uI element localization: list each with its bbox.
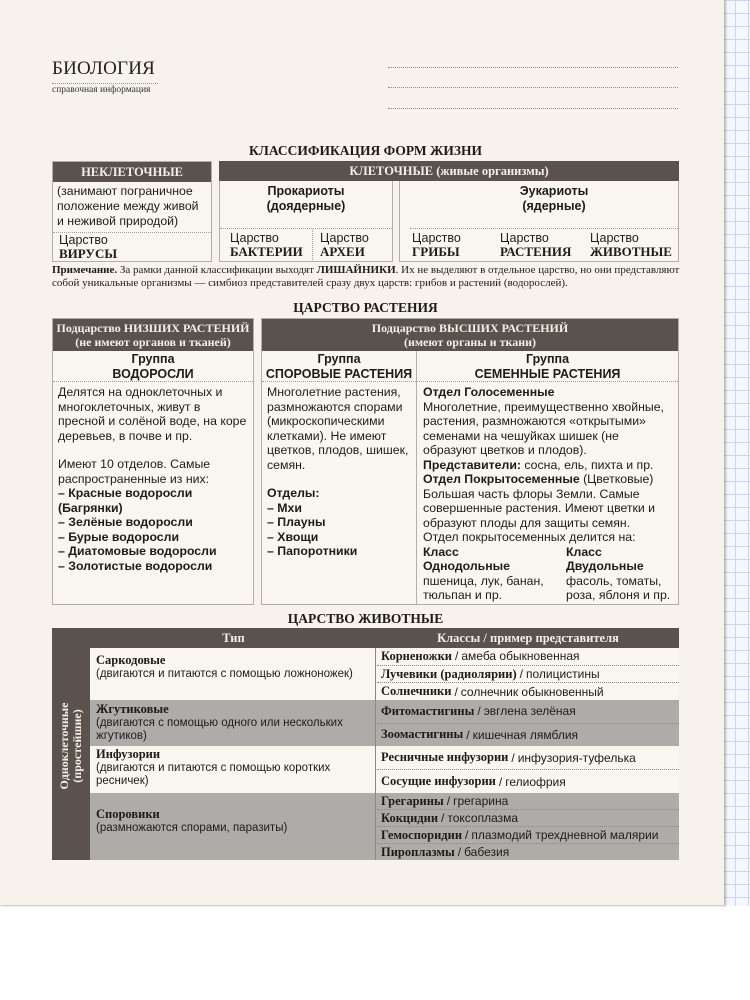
text-label: Грегарины xyxy=(381,793,444,808)
text-label: Отдел покрытосеменных делится на: xyxy=(423,530,636,544)
layout-block xyxy=(417,381,678,606)
prokaryotes-box xyxy=(219,181,393,262)
text-label: – Зелёные водоросли xyxy=(58,515,193,529)
text-label: СЕМЕННЫЕ РАСТЕНИЯ xyxy=(474,366,621,381)
text-label: Однодольные xyxy=(423,559,510,573)
text-label: Подцарство НИЗШИХ РАСТЕНИЙ xyxy=(56,321,250,335)
gymnosperms-title: Отдел Голосеменные xyxy=(423,385,555,399)
class-item xyxy=(377,844,679,860)
kingdom-animals xyxy=(590,232,672,259)
text-label: Жгутиковые xyxy=(96,702,169,716)
text-label: – Хвощи xyxy=(267,529,319,544)
blank-line-1 xyxy=(388,67,678,68)
text-label: Кокцидии xyxy=(381,810,439,825)
text-label: Царство xyxy=(590,231,639,245)
cellular-header: КЛЕТОЧНЫЕ (живые организмы) xyxy=(219,161,679,181)
spore-plants-column xyxy=(262,351,416,562)
seed-plants-column xyxy=(417,351,678,606)
text-label: плазмодий трехдневной малярии xyxy=(471,828,659,842)
text-label: ВИРУСЫ xyxy=(59,246,118,261)
text-label: Класс xyxy=(566,544,602,559)
table-row-ciliates xyxy=(90,746,679,793)
text-label: (Цветковые) xyxy=(579,472,654,486)
text-label: Лучевики (радиолярии) xyxy=(381,666,517,681)
text-label: / xyxy=(465,828,469,842)
kingdom-fungi xyxy=(412,232,461,259)
text-label: (не имеют органов и тканей) xyxy=(75,335,231,349)
layout-block xyxy=(377,746,679,793)
text-label: Класс xyxy=(423,544,459,559)
class-item xyxy=(377,793,679,810)
text-label: / xyxy=(466,727,470,742)
layout-block xyxy=(262,381,416,562)
noncellular-header: НЕКЛЕТОЧНЫЕ xyxy=(53,162,211,182)
class-item xyxy=(377,770,679,793)
text-label: Царство xyxy=(59,233,108,247)
text-label: солнечник обыкновенный xyxy=(460,684,604,699)
text-label: Солнечники xyxy=(381,684,452,699)
page-subtitle: справочная информация xyxy=(52,83,158,95)
layout-block xyxy=(220,181,392,214)
class-monocots xyxy=(423,545,566,603)
grid-paper-background xyxy=(722,0,750,906)
text-label: Группа xyxy=(525,352,570,366)
divider xyxy=(312,229,313,262)
class-item xyxy=(377,827,679,844)
text-label: Имеют 10 отделов. Самые распространенные из них: xyxy=(58,457,211,486)
text-label: СПОРОВЫЕ РАСТЕНИЯ xyxy=(265,366,413,381)
classification-title: КЛАССИФИКАЦИЯ ФОРМ ЖИЗНИ xyxy=(248,143,483,158)
layout-block xyxy=(90,648,376,700)
animals-table xyxy=(52,628,679,860)
text-label: Отделы: xyxy=(267,486,320,500)
text-label: / xyxy=(477,704,481,719)
algae-content xyxy=(53,381,253,576)
text-label: Одноклеточные xyxy=(57,702,71,790)
text-label: Саркодовые xyxy=(96,653,166,667)
text-label: / xyxy=(498,774,503,789)
class-item xyxy=(377,724,679,747)
text-label: полицистины xyxy=(525,667,600,681)
text-label: / xyxy=(511,750,515,765)
text-label: Делятся на одноклеточных и многоклеточных, живут в пресной и солёной воде, на коре деревьев, в почве и пр. xyxy=(58,385,247,443)
text-label: бабезия xyxy=(464,845,510,859)
layout-block xyxy=(410,228,678,262)
text-label: амеба обыкновенная xyxy=(461,649,580,664)
text-label: Ресничные инфузории xyxy=(381,750,509,764)
lower-plants-box xyxy=(52,318,254,605)
text-label: (двигаются и питаются с помощью коротких ресничек) xyxy=(96,762,331,787)
text-label: / xyxy=(457,845,462,859)
layout-block xyxy=(423,458,672,473)
text-label: ЖИВОТНЫЕ xyxy=(590,244,672,259)
prokaryotes-subtitle: (доядерные) xyxy=(266,199,346,213)
text-label: Двудольные xyxy=(566,559,644,573)
eukaryotes-subtitle: (ядерные) xyxy=(522,199,586,213)
layout-block xyxy=(377,700,679,746)
column-header-classes: Классы / пример представителя xyxy=(437,631,619,645)
table-row-flagellates xyxy=(90,700,679,746)
text-label: Фитомастигины xyxy=(381,703,475,718)
kingdom-bacteria xyxy=(230,232,303,259)
text-label: / xyxy=(441,811,445,825)
text-label: РАСТЕНИЯ xyxy=(500,244,572,259)
lower-plants-header xyxy=(53,319,253,351)
text-label: Царство xyxy=(500,231,549,245)
layout-block xyxy=(267,472,411,486)
text-label: Группа xyxy=(131,352,175,366)
text-label: БАКТЕРИИ xyxy=(230,244,303,259)
brand-block xyxy=(52,58,158,95)
layout-block xyxy=(377,793,679,860)
text-label: грегарина xyxy=(453,794,509,808)
text-label: – Бурые водоросли xyxy=(58,529,180,544)
text-label: фасоль, томаты, роза, яблоня и пр. xyxy=(566,573,671,602)
text-label: – Папоротники xyxy=(267,544,358,558)
lichen-note xyxy=(52,264,682,290)
text-label: ЛИШАЙНИКИ xyxy=(316,264,396,276)
class-item xyxy=(377,810,679,827)
text-label: Многолетние, преимущественно хвойные, растения, размножаются «открытыми» семенами на чешуйках шишек (не образуют цветков и плодов). xyxy=(423,399,664,457)
text-label: Группа xyxy=(317,352,361,366)
text-label: (двигаются и питаются с помощью ложноножек) xyxy=(96,668,353,680)
text-label: Представители: xyxy=(423,457,521,472)
noncellular-desc: (занимают пограничное положение между живой и неживой природой) xyxy=(57,184,199,228)
text-label: кишечная лямблия xyxy=(472,727,579,742)
layout-block xyxy=(377,648,679,700)
layout-block xyxy=(417,351,678,381)
layout-block xyxy=(220,228,392,262)
layout-block xyxy=(53,232,211,262)
text-label: Гемоспоридии xyxy=(381,827,463,842)
text-label: Зоомастигины xyxy=(381,727,464,742)
plants-title: ЦАРСТВО РАСТЕНИЯ xyxy=(293,300,438,315)
algae-group xyxy=(53,351,253,381)
text-label: Примечание. xyxy=(52,264,118,276)
text-label: Царство xyxy=(412,231,461,245)
text-label: Царство xyxy=(320,231,369,245)
text-label: . Их не выделяют в отдельное царство, но они представляют собой уникальные организмы — симбиоз представителей сразу двух царств: грибов и растений (водорослей). xyxy=(52,264,680,289)
page-title: БИОЛОГИЯ xyxy=(52,58,155,79)
text-label: Пироплазмы xyxy=(381,844,455,859)
layout-block xyxy=(58,443,248,457)
text-label: – Золотистые водоросли xyxy=(58,558,213,573)
text-label: (простейшие) xyxy=(70,709,84,783)
text-label: / xyxy=(519,667,523,681)
animals-title: ЦАРСТВО ЖИВОТНЫЕ xyxy=(287,611,444,626)
text-label: токсоплазма xyxy=(447,811,519,825)
text-label: Подцарство ВЫСШИХ РАСТЕНИЙ xyxy=(371,321,569,335)
text-label: ВОДОРОСЛИ xyxy=(112,366,194,381)
class-item xyxy=(377,666,679,684)
layout-block xyxy=(90,700,376,746)
noncellular-box xyxy=(52,161,212,262)
eukaryotes-box xyxy=(399,181,679,262)
class-item xyxy=(377,700,679,724)
table-row-sarcodina xyxy=(90,648,679,700)
layout-block xyxy=(58,646,84,846)
text-label: Многолетние растения, размножаются спорами (микроскопическими клетками). Не имеют цветков, плодов, шишек, семян. xyxy=(267,385,409,472)
class-item xyxy=(377,683,679,700)
kingdom-viruses xyxy=(59,234,205,261)
text-label: Инфузории xyxy=(96,747,161,761)
text-label: Царство xyxy=(230,231,279,245)
text-label: пшеница, лук, банан, тюльпан и пр. xyxy=(423,573,544,602)
class-dicots xyxy=(566,545,672,603)
layout-block xyxy=(400,181,678,214)
higher-plants-header xyxy=(262,319,678,351)
text-label: / xyxy=(454,684,458,699)
layout-block xyxy=(262,351,416,381)
text-label: (двигаются с помощью одного или нескольких жгутиков) xyxy=(96,717,343,742)
text-label: инфузория-туфелька xyxy=(517,750,636,765)
prokaryotes-title: Прокариоты xyxy=(267,184,345,198)
class-item xyxy=(377,746,679,770)
text-label: Большая часть флоры Земли. Самые совершенные растения. Имеют цветки и образуют плоды для защиты семян. xyxy=(423,486,656,530)
layout-block xyxy=(423,472,672,487)
text-label: АРХЕИ xyxy=(320,244,365,259)
text-label: – Мхи xyxy=(267,500,302,515)
text-label: – Плауны xyxy=(267,515,326,529)
text-label: – Красные водоросли (Багрянки) xyxy=(58,486,193,515)
blank-line-3 xyxy=(388,108,678,109)
higher-plants-box xyxy=(261,318,679,605)
blank-line-2 xyxy=(388,87,678,88)
layout-block xyxy=(423,545,672,603)
layout-block xyxy=(90,793,376,860)
unicellular-side-label xyxy=(52,628,90,860)
class-item xyxy=(377,648,679,666)
text-label: Споровики xyxy=(96,807,160,821)
column-header-type: Тип xyxy=(222,631,245,645)
text-label: / xyxy=(446,794,451,808)
text-label: – Диатомовые водоросли xyxy=(58,544,217,558)
text-label: (имеют органы и ткани) xyxy=(403,335,537,349)
angiosperms-title: Отдел Покрытосеменные xyxy=(423,472,580,486)
text-label: За рамки данной классификации выходят xyxy=(117,264,317,276)
text-label: Сосущие инфузории xyxy=(381,774,496,788)
kingdom-archaea xyxy=(320,232,369,259)
layout-block xyxy=(90,746,376,793)
text-label: Корненожки xyxy=(381,648,453,663)
text-label: эвглена зелёная xyxy=(483,704,576,719)
text-label: (размножаются спорами, паразиты) xyxy=(96,822,288,834)
kingdom-plants xyxy=(500,232,571,259)
text-label: / xyxy=(455,649,459,664)
eukaryotes-title: Эукариоты xyxy=(519,184,589,198)
text-label: гелиофрия xyxy=(505,774,566,789)
text-label: ГРИБЫ xyxy=(412,244,460,259)
table-row-sporozoans xyxy=(90,793,679,860)
text-label: сосна, ель, пихта и пр. xyxy=(520,457,654,472)
